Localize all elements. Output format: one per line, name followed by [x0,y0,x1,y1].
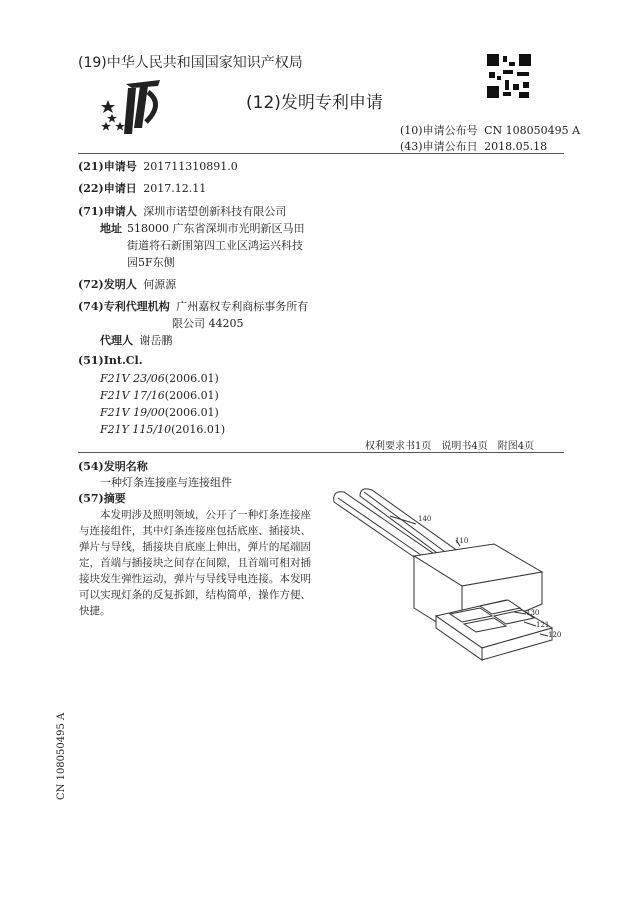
pub-date-row [400,138,547,154]
inventor-row [78,276,176,292]
figure-label-120: 120 [548,631,562,639]
cnipa-logo [98,78,168,136]
application-date-row [78,180,206,196]
abstract-label: (57)摘要 [78,492,126,505]
ipc-version: (2006.01) [164,406,219,419]
figure-label-121: 121 [536,621,550,629]
agency-row [78,298,308,314]
figure-label-140: 140 [418,515,432,523]
ipc-row [100,372,219,385]
title-label: (54)发明名称 [78,460,148,473]
agent-row [100,332,173,348]
application-number: 201711310891.0 [143,160,238,173]
page-counts: 权利要求书1页 说明书4页 附图4页 [365,441,535,452]
pub-number-label: (10)申请公布号 [400,124,478,137]
ipc-code: F21V 19/00 [100,406,165,419]
address-line-2: 街道将石新围第四工业区鸿运兴科技 [127,239,303,252]
int-cl-label: (51)Int.Cl. [78,354,143,367]
address-line-3: 园5F东侧 [127,256,175,269]
pub-number: CN 108050495 A [484,124,581,137]
connector-figure [330,488,562,666]
applicant: 深圳市诺望创新科技有限公司 [143,205,287,218]
application-number-label: (21)申请号 [78,160,137,173]
document-type: (12)发明专利申请 [246,93,383,113]
agent-label: 代理人 [100,334,133,347]
qr-code-icon [487,54,531,98]
ipc-version: (2016.01) [171,423,226,436]
figure-label-110: 110 [455,537,469,545]
inventor: 何源源 [143,278,177,291]
application-date-label: (22)申请日 [78,182,137,195]
ipc-row [100,423,225,436]
header-divider [78,153,564,154]
ipc-version: (2006.01) [164,372,219,385]
ipc-code: F21Y 115/10 [100,423,172,436]
address-label: 地址 [100,222,122,235]
agent: 谢岳鹏 [139,334,173,347]
inventor-label: (72)发明人 [78,278,137,291]
biblio-divider [78,452,564,453]
abstract-text: 本发明涉及照明领域，公开了一种灯条连接座与连接组件，其中灯条连接座包括底座、插接块、弹片与导线，插接块自底座上伸出，弹片的尾端固定，首端与插接块之间存在间隙，且首端可相对插接块发生弹性运动，弹片与导线导电连接。本发明可以实现灯条的反复拆卸，结构简单，操作方便、快捷。 [79,509,311,617]
ipc-code: F21V 17/16 [100,389,165,402]
ipc-code: F21V 23/06 [100,372,165,385]
address-line-1: 518000 广东省深圳市光明新区马田 [127,222,305,235]
pub-number-row [400,122,580,138]
agency-line-2: 限公司 44205 [172,317,244,330]
office-name: (19)中华人民共和国国家知识产权局 [78,55,303,71]
invention-title: 一种灯条连接座与连接组件 [100,476,232,489]
ipc-row [100,406,219,419]
figure-label-130: 130 [526,609,540,617]
applicant-row [78,203,286,219]
application-date: 2017.12.11 [143,182,207,195]
ipc-version: (2006.01) [164,389,219,402]
side-publication-number: CN 108050495 A [56,712,67,800]
agency-line-1: 广州嘉权专利商标事务所有 [176,300,309,313]
pub-date: 2018.05.18 [484,140,548,153]
pub-date-label: (43)申请公布日 [400,140,478,153]
applicant-label: (71)申请人 [78,205,137,218]
ipc-row [100,389,219,402]
agency-label: (74)专利代理机构 [78,300,170,313]
application-number-row [78,158,238,174]
